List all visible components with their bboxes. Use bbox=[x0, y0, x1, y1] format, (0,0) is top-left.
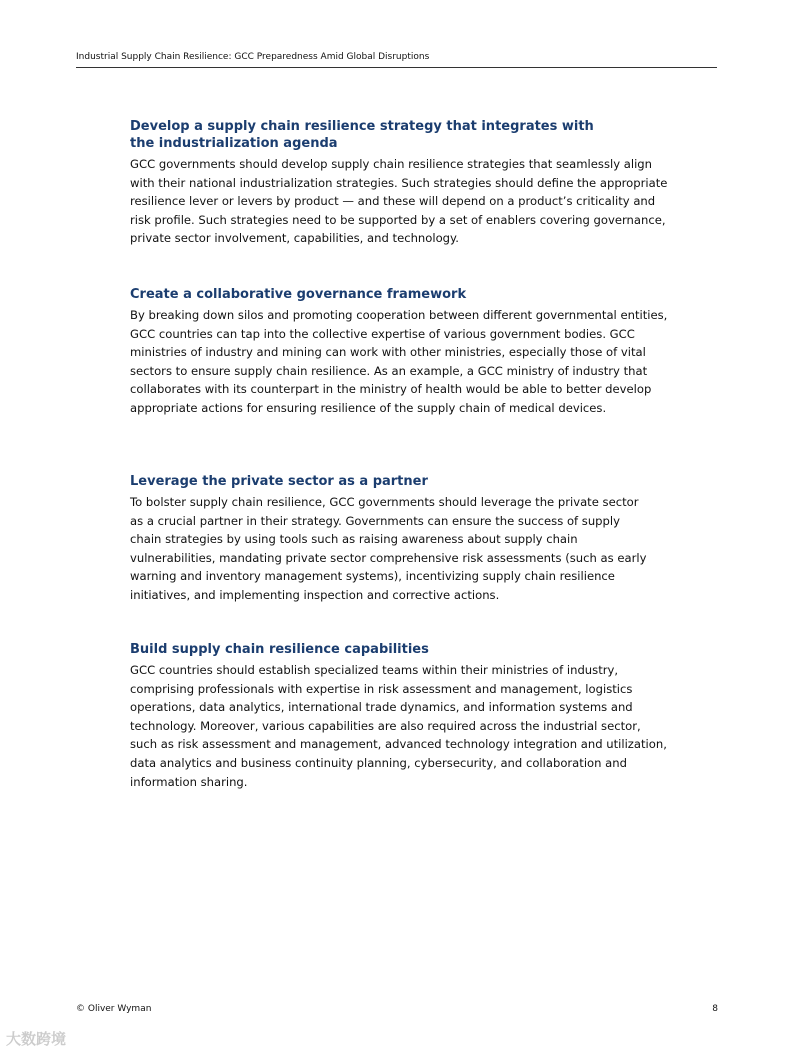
section-title: Leverage the private sector as a partner bbox=[130, 474, 428, 489]
section-body: GCC governments should develop supply chain resilience strategies that seamlessly align with their national industrialization strategies. Such strategies should define the appropriate resilience lever or levers by product — and these will depend on a product’s criticality and risk profile. Such strategies need to be supported by a set of enablers covering governance, private sector involvement, capabilities, and technology. bbox=[130, 157, 668, 246]
section-strategy bbox=[130, 118, 670, 248]
footer-copyright: © Oliver Wyman bbox=[76, 1004, 152, 1014]
section-title: Build supply chain resilience capabilities bbox=[130, 642, 429, 657]
page-header bbox=[76, 52, 717, 68]
section-body: By breaking down silos and promoting cooperation between different governmental entities, GCC countries can tap into the collective expertise of various government bodies. GCC ministries of industry and mining can work with other ministries, especially those of vital sectors to ensure supply chain resilience. As an example, a GCC ministry of industry that collaborates with its counterpart in the ministry of health would be able to better develop appropriate actions for ensuring resilience of the supply chain of medical devices. bbox=[130, 308, 668, 415]
section-governance bbox=[130, 286, 675, 418]
section-title: Create a collaborative governance framework bbox=[130, 287, 467, 302]
section-body: To bolster supply chain resilience, GCC governments should leverage the private sector as a crucial partner in their strategy. Governments can ensure the success of supply chain strategies by using tools such as raising awareness about supply chain vulnerabilities, mandating private sector comprehensive risk assessments (such as early warning and inventory management systems), incentivizing supply chain resilience initiatives, and implementing inspection and corrective actions. bbox=[130, 495, 647, 602]
section-title: Develop a supply chain resilience strategy that integrates with the industrialization agenda bbox=[130, 119, 594, 151]
header-title: Industrial Supply Chain Resilience: GCC Preparedness Amid Global Disruptions bbox=[76, 52, 430, 62]
section-body: GCC countries should establish specialized teams within their ministries of industry, comprising professionals with expertise in risk assessment and management, logistics operations, data analytics, international trade dynamics, and information systems and technology. Moreover, various capabilities are also required across the industrial sector, such as risk assessment and management, advanced technology integration and utilization, data analytics and business continuity planning, cybersecurity, and collaboration and information sharing. bbox=[130, 663, 667, 789]
section-capabilities bbox=[130, 641, 670, 791]
page-number: 8 bbox=[712, 1004, 718, 1014]
section-private-sector bbox=[130, 473, 650, 605]
watermark-logo: 大数跨境 bbox=[6, 1030, 67, 1048]
